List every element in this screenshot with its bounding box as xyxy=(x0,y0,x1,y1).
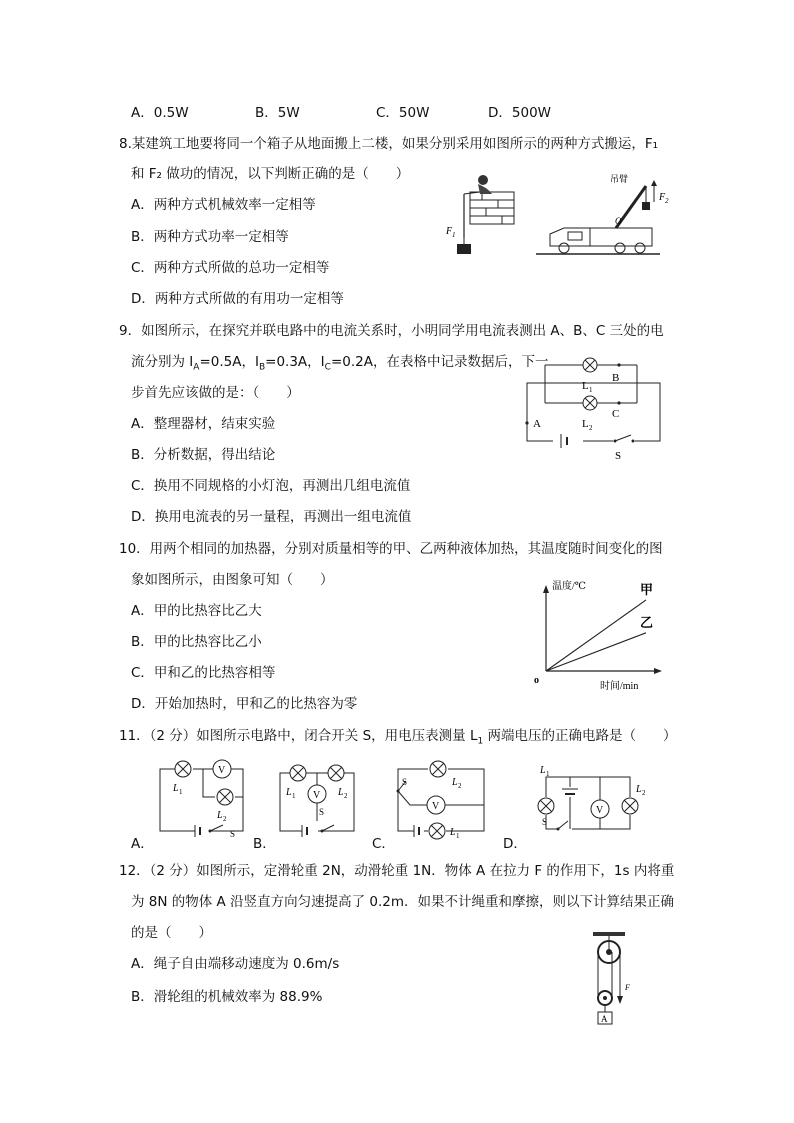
q10-option-b: B．甲的比热容比乙小 xyxy=(131,634,262,650)
lamp-l2 xyxy=(430,761,446,777)
fixed-pulley xyxy=(598,936,620,963)
crane-arm-label: 吊臂 xyxy=(610,174,629,184)
q10-stem-line2: 象如图所示，由图象可知（ ） xyxy=(131,572,334,588)
q11-option-b-letter: B． xyxy=(253,836,276,852)
q9-option-c: C．换用不同规格的小灯泡，再测出几组电流值 xyxy=(131,478,411,494)
q11-option-c-letter: C． xyxy=(372,836,395,852)
q7-option-a: A．0.5W xyxy=(131,105,189,121)
q10-temperature-chart xyxy=(530,575,665,690)
force-f-label: F xyxy=(625,983,630,992)
q11-option-d-letter: D． xyxy=(503,836,527,852)
lamp-l1 xyxy=(583,358,597,372)
q12-option-b: B．滑轮组的机械效率为 88.9% xyxy=(131,989,323,1005)
q9-option-d: D．换用电流表的另一量程，再测出一组电流值 xyxy=(131,509,412,525)
q8-stem-line2: 和 F₂ 做功的情况，以下判断正确的是（ ） xyxy=(131,166,410,182)
q7-options xyxy=(131,104,551,122)
l2-label: L xyxy=(582,418,589,430)
q11-circuit-c xyxy=(392,757,497,842)
svg-text:S: S xyxy=(319,807,325,817)
svg-text:2: 2 xyxy=(458,782,462,790)
object-a-label: A xyxy=(601,1014,608,1024)
svg-text:2: 2 xyxy=(223,815,227,823)
svg-text:1: 1 xyxy=(179,788,183,796)
q8-option-b: B．两种方式功率一定相等 xyxy=(131,229,289,245)
x-axis-label: 时间/min xyxy=(600,681,639,690)
lamp-l1 xyxy=(429,823,445,839)
crane-truck-illustration xyxy=(536,180,660,254)
series-label-1: 乙 xyxy=(640,614,654,630)
svg-text:L: L xyxy=(452,777,458,788)
worker-illustration xyxy=(457,175,514,254)
q10-stem-line1: 10．用两个相同的加热器，分别对质量相等的甲、乙两种液体加热，其温度随时间变化的图 xyxy=(119,541,663,557)
point-b-label: B xyxy=(612,372,620,384)
point-c-label: C xyxy=(612,408,620,420)
svg-text:S: S xyxy=(230,829,236,839)
q11-stem: 11．（2 分）如图所示电路中，闭合开关 S，用电压表测量 $L_1$ 两端电压的正确电路是（ ） xyxy=(119,728,677,747)
q7-option-b: B．5W xyxy=(255,105,300,121)
q8-option-a: A．两种方式机械效率一定相等 xyxy=(131,197,316,213)
svg-text:V: V xyxy=(432,801,440,812)
switch-s-label: S xyxy=(615,450,622,462)
svg-text:1: 1 xyxy=(292,792,296,800)
q8-figure xyxy=(440,170,680,265)
svg-text:1: 1 xyxy=(456,832,460,840)
voltmeter xyxy=(308,785,326,803)
q9-option-a: A．整理器材，结束实验 xyxy=(131,416,276,432)
svg-text:S: S xyxy=(402,777,408,787)
q8-option-d: D．两种方式所做的有用功一定相等 xyxy=(131,291,344,307)
series-line-1 xyxy=(546,633,646,671)
svg-text:L: L xyxy=(286,787,292,798)
lamp-l1 xyxy=(538,798,554,814)
f2-label-sub: 2 xyxy=(665,197,669,205)
q11-circuit-d xyxy=(528,757,663,842)
q12-option-a: A．绳子自由端移动速度为 0.6m/s xyxy=(131,956,340,972)
voltmeter xyxy=(427,796,445,814)
series-line-0 xyxy=(546,600,646,671)
lamp-l1 xyxy=(290,765,306,781)
q8-option-c: C．两种方式所做的总功一定相等 xyxy=(131,260,330,276)
movable-pulley xyxy=(598,991,612,1005)
q11-circuit-b xyxy=(272,757,367,842)
q11-circuit-a xyxy=(155,757,250,842)
lamp-l2 xyxy=(217,789,233,805)
lamp-l2 xyxy=(622,798,638,814)
svg-text:V: V xyxy=(313,790,321,801)
q12-stem-line3: 的是（ ） xyxy=(131,925,212,941)
svg-text:L: L xyxy=(217,810,223,821)
f2-label: F xyxy=(659,192,666,203)
point-a-label: A xyxy=(533,418,541,430)
l1-label: L xyxy=(582,380,589,392)
l2-label-sub: 2 xyxy=(589,424,593,432)
svg-text:S: S xyxy=(542,817,548,827)
q9-circuit-figure xyxy=(515,355,665,465)
svg-text:V: V xyxy=(596,805,604,816)
svg-text:L: L xyxy=(173,783,179,794)
voltmeter xyxy=(213,760,231,778)
f1-label: F xyxy=(446,226,453,237)
q9-option-b: B．分析数据，得出结论 xyxy=(131,447,276,463)
q10-option-a: A．甲的比热容比乙大 xyxy=(131,603,262,619)
svg-text:L: L xyxy=(540,765,546,776)
lamp-l1 xyxy=(175,761,191,777)
q12-pulley-figure xyxy=(585,930,645,1030)
svg-text:2: 2 xyxy=(344,792,348,800)
q9-stem-line3: 步首先应该做的是：（ ） xyxy=(131,385,300,401)
l1-label-sub: 1 xyxy=(589,386,593,394)
svg-text:1: 1 xyxy=(546,770,550,778)
svg-text:L: L xyxy=(450,827,456,838)
q9-stem-line1: 9．如图所示，在探究并联电路中的电流关系时，小明同学用电流表测出 A、B、C 三处的电 xyxy=(119,323,664,339)
q12-stem-line2: 为 8N 的物体 A 沿竖直方向匀速提高了 0.2m．如果不计绳重和摩擦，则以下计算结果正确 xyxy=(131,894,674,910)
pivot-o-label: O xyxy=(615,216,622,226)
lamp-l2 xyxy=(583,396,597,410)
svg-text:L: L xyxy=(338,787,344,798)
svg-text:2: 2 xyxy=(642,789,646,797)
q7-option-d: D．500W xyxy=(488,105,552,121)
origin-label: o xyxy=(534,675,539,686)
q10-option-c: C．甲和乙的比热容相等 xyxy=(131,665,276,681)
f1-label-sub: 1 xyxy=(452,231,456,239)
q7-option-c: C．50W xyxy=(376,105,430,121)
svg-text:V: V xyxy=(218,765,226,776)
q10-option-d: D．开始加热时，甲和乙的比热容为零 xyxy=(131,696,358,712)
q8-stem-line1: 8.某建筑工地要将同一个箱子从地面搬上二楼，如果分别采用如图所示的两种方式搬运，F₁ xyxy=(119,136,659,152)
series-label-0: 甲 xyxy=(640,581,654,597)
q11-option-a-letter: A． xyxy=(131,836,154,852)
svg-text:L: L xyxy=(636,784,642,795)
lamp-l2 xyxy=(328,765,344,781)
y-axis-label: 温度/℃ xyxy=(552,581,586,592)
voltmeter xyxy=(591,800,609,818)
q12-stem-line1: 12．（2 分）如图所示，定滑轮重 2N，动滑轮重 1N．物体 A 在拉力 F 的作用下，1s 内将重 xyxy=(119,863,675,879)
q9-stem-line2: 流分别为 $I_A=0.5A$，$I_B=0.3A$，$I_C=0.2A$，在表格中记录数据后，下一 xyxy=(131,354,549,373)
